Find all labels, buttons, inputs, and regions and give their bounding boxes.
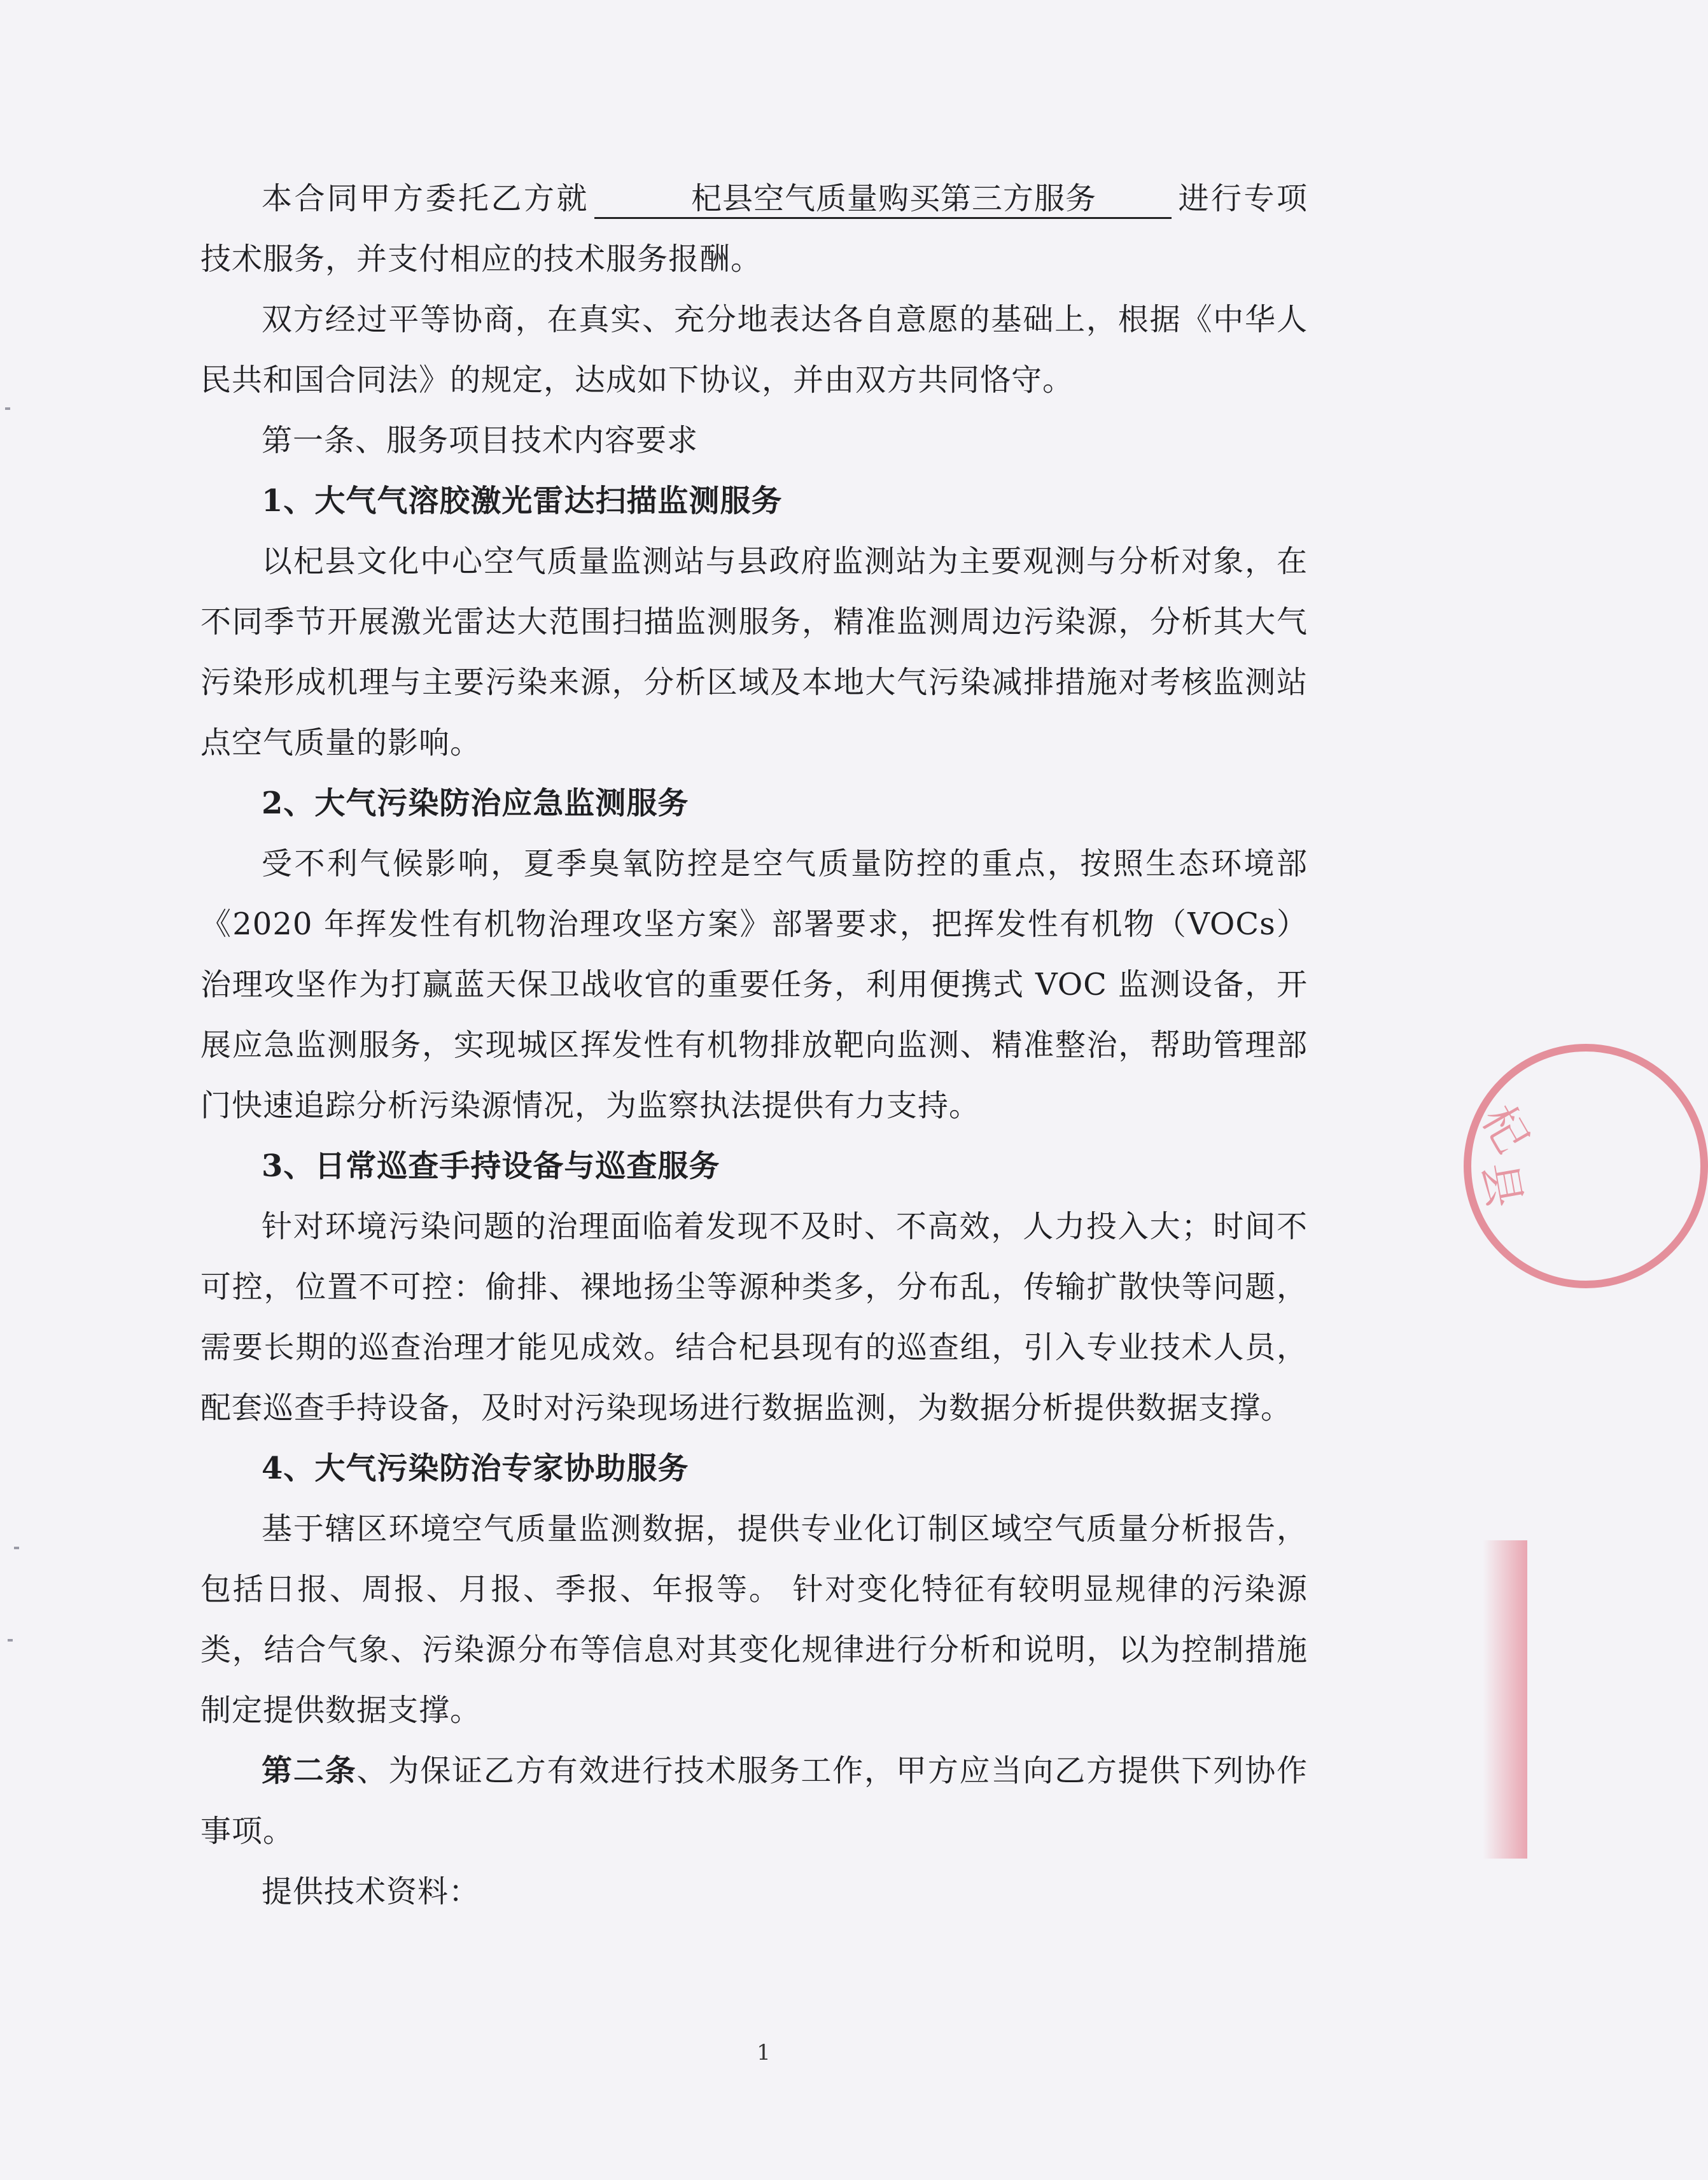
paragraph-agreement: 双方经过平等协商，在真实、充分地表达各自意愿的基础上，根据《中华人民共和国合同法》的规定，达成如下协议，并由双方共同恪守。 — [200, 302, 1308, 398]
contract-body — [200, 169, 1308, 1922]
item-4-body: 基于辖区环境空气质量监测数据，提供专业化订制区域空气质量分析报告，包括日报、周报、月报、季报、年报等。 针对变化特征有较明显规律的污染源类，结合气象、污染源分布等信息对其变化规律进行分析和说明，以为控制措施制定提供数据支撑。 — [200, 1511, 1308, 1728]
seam-seal-stamp — [1483, 1540, 1527, 1859]
article-2-label: 第二条 — [262, 1753, 357, 1789]
article-2-text: 、为保证乙方有效进行技术服务工作，甲方应当向乙方提供下列协作事项。 — [200, 1753, 1308, 1849]
page-number: 1 — [757, 2040, 771, 2065]
item-1-body: 以杞县文化中心空气质量监测站与县政府监测站为主要观测与分析对象，在不同季节开展激光雷达大范围扫描监测服务，精准监测周边污染源，分析其大气污染形成机理与主要污染来源，分析区域及本地大气污染减排措施对考核监测站点空气质量的影响。 — [200, 544, 1308, 761]
scan-mark — [14, 1547, 19, 1549]
item-1-title: 1、大气气溶胶激光雷达扫描监测服务 — [262, 483, 783, 519]
entrustment-lead-text: 本合同甲方委托乙方就 — [262, 181, 589, 216]
service-name-text: 杞县空气质量购买第三方服务 — [690, 181, 1096, 216]
scan-mark — [5, 407, 10, 410]
stamp-char-qi: 杞 — [1471, 1096, 1539, 1162]
item-3-title: 3、日常巡查手持设备与巡查服务 — [262, 1148, 720, 1184]
item-3-body: 针对环境污染问题的治理面临着发现不及时、不高效，人力投入大；时间不可控，位置不可控：偷排、裸地扬尘等源种类多，分布乱，传输扩散快等问题，需要长期的巡查治理才能见成效。结合杞县现有的巡查组，引入专业技术人员，配套巡查手持设备，及时对污染现场进行数据监测，为数据分析提供数据支撑。 — [200, 1209, 1308, 1426]
article-2-paragraph — [200, 1741, 1308, 1862]
item-2-body: 受不利气候影响，夏季臭氧防控是空气质量防控的重点，按照生态环境部《2020 年挥发性有机物治理攻坚方案》部署要求，把挥发性有机物（VOCs）治理攻坚作为打赢蓝天保卫战收官的重要任务，利用便携式 VOC 监测设备，开展应急监测服务，实现城区挥发性有机物排放靶向监测、精准整治，帮助管理部门快速追踪分析污染源情况，为监察执法提供有力支持。 — [200, 846, 1308, 1123]
article-1-title: 第一条、服务项目技术内容要求 — [262, 423, 699, 458]
stamp-char-xian: 县 — [1472, 1158, 1532, 1212]
item-4-title: 4、大气污染防治专家协助服务 — [262, 1451, 689, 1486]
service-name-blank — [594, 180, 1172, 219]
item-2-title: 2、大气污染防治应急监测服务 — [262, 785, 689, 821]
scan-mark — [8, 1639, 13, 1642]
paragraph-entrustment — [200, 169, 1308, 290]
entrustment-tail-text: 进行专项技术服务，并支付相应的技术服务报酬。 — [200, 181, 1308, 277]
technical-materials-item: 提供技术资料： — [262, 1874, 480, 1909]
